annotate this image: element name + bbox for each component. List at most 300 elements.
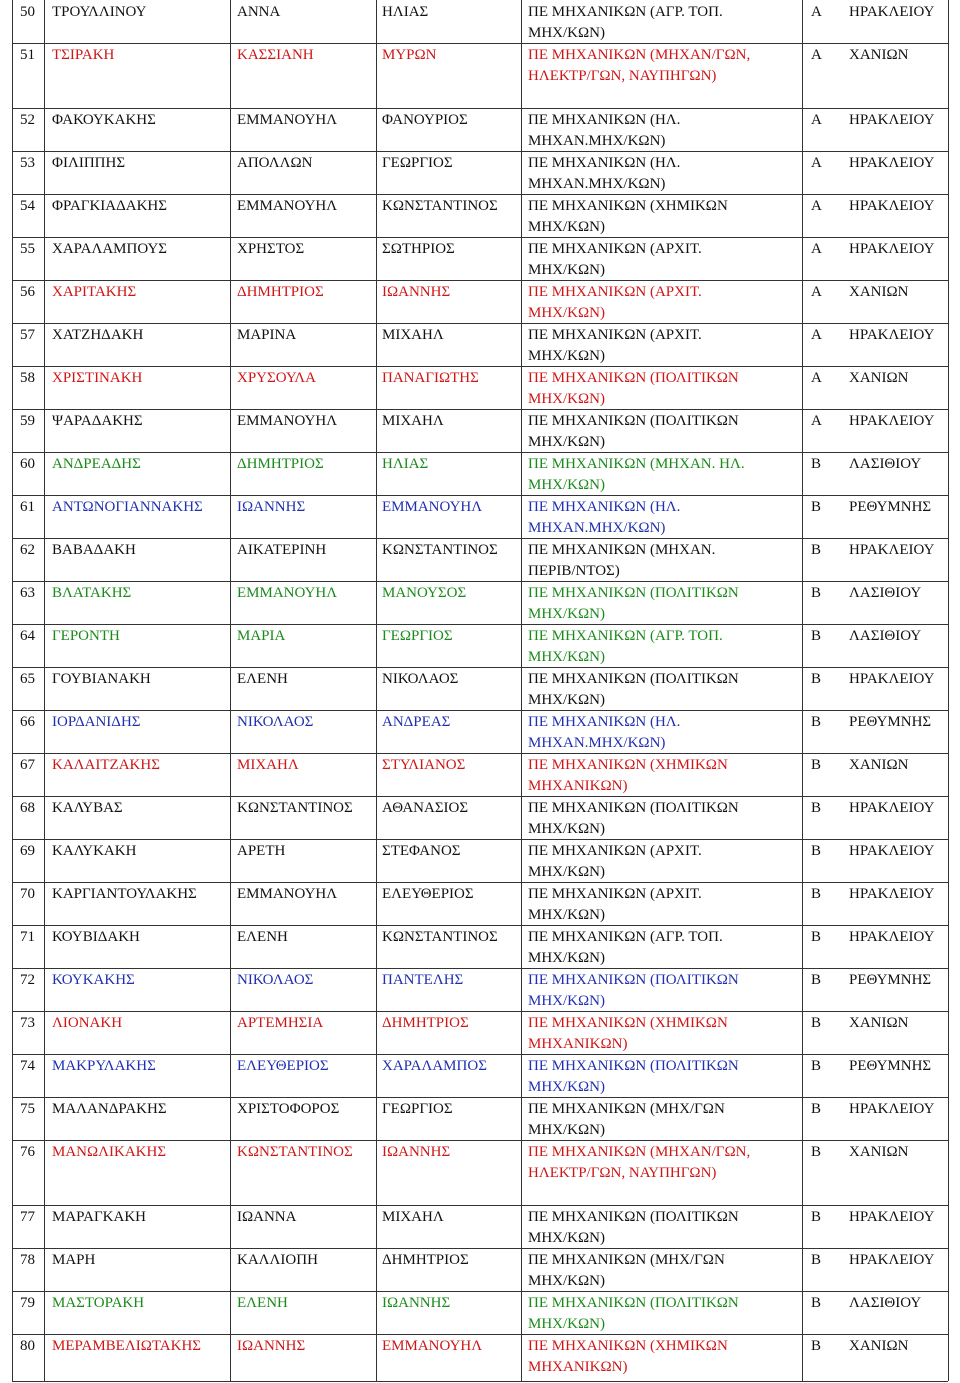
first-name-cell: ΚΩΝΣΤΑΝΤΙΝΟΣ bbox=[237, 800, 353, 816]
table-row bbox=[0, 495, 960, 538]
specialty-line-1: ΠΕ ΜΗΧΑΝΙΚΩΝ (ΗΛ. bbox=[528, 112, 681, 128]
region-cell: ΗΡΑΚΛΕΙΟΥ bbox=[849, 112, 935, 128]
row-number: 53 bbox=[20, 155, 35, 171]
row-number: 75 bbox=[20, 1101, 35, 1117]
region-cell: ΡΕΘΥΜΝΗΣ bbox=[849, 972, 932, 988]
specialty-line-1: ΠΕ ΜΗΧΑΝΙΚΩΝ (ΧΗΜΙΚΩΝ bbox=[528, 1015, 728, 1031]
specialty-line-2: ΜΗΧ/ΚΩΝ) bbox=[528, 821, 605, 837]
specialty-line-2: ΜΗΧ/ΚΩΝ) bbox=[528, 262, 605, 278]
row-number: 50 bbox=[20, 4, 35, 20]
surname-cell: ΦΙΛΙΠΠΗΣ bbox=[52, 155, 126, 171]
specialty-line-2: ΜΗΧ/ΚΩΝ) bbox=[528, 305, 605, 321]
group-cell: Β bbox=[811, 628, 822, 644]
specialty-cell bbox=[528, 1099, 725, 1141]
region-cell: ΧΑΝΙΩΝ bbox=[849, 370, 909, 386]
table-row bbox=[0, 581, 960, 624]
surname-cell: ΨΑΡΑΔΑΚΗΣ bbox=[52, 413, 143, 429]
first-name-cell: ΧΡΥΣΟΥΛΑ bbox=[237, 370, 316, 386]
father-name-cell: ΙΩΑΝΝΗΣ bbox=[382, 1144, 451, 1160]
specialty-line-2: ΜΗΧ/ΚΩΝ) bbox=[528, 1316, 605, 1332]
surname-cell: ΜΑΡΑΓΚΑΚΗ bbox=[52, 1209, 146, 1225]
first-name-cell: ΕΛΕΝΗ bbox=[237, 929, 288, 945]
first-name-cell: ΧΡΗΣΤΟΣ bbox=[237, 241, 305, 257]
group-cell: Β bbox=[811, 585, 822, 601]
surname-cell: ΚΑΛΥΒΑΣ bbox=[52, 800, 123, 816]
specialty-line-2: ΗΛΕΚΤΡ/ΓΩΝ, ΝΑΥΠΗΓΩΝ) bbox=[528, 68, 717, 84]
table-row bbox=[0, 710, 960, 753]
column-divider bbox=[44, 0, 45, 1381]
row-number: 64 bbox=[20, 628, 35, 644]
specialty-cell bbox=[528, 669, 739, 711]
first-name-cell: ΝΙΚΟΛΑΟΣ bbox=[237, 714, 314, 730]
region-cell: ΧΑΝΙΩΝ bbox=[849, 1015, 909, 1031]
father-name-cell: ΦΑΝΟΥΡΙΟΣ bbox=[382, 112, 468, 128]
group-cell: Β bbox=[811, 843, 822, 859]
table-row bbox=[0, 882, 960, 925]
region-cell: ΧΑΝΙΩΝ bbox=[849, 757, 909, 773]
region-cell: ΗΡΑΚΛΕΙΟΥ bbox=[849, 843, 935, 859]
group-cell: Α bbox=[811, 413, 822, 429]
specialty-line-1: ΠΕ ΜΗΧΑΝΙΚΩΝ (ΜΗΧΑΝ/ΓΩΝ, bbox=[528, 47, 751, 63]
column-divider bbox=[802, 0, 803, 1381]
table-row bbox=[0, 839, 960, 882]
surname-cell: ΛΙΟΝΑΚΗ bbox=[52, 1015, 123, 1031]
father-name-cell: ΓΕΩΡΓΙΟΣ bbox=[382, 628, 453, 644]
region-cell: ΡΕΘΥΜΝΗΣ bbox=[849, 499, 932, 515]
specialty-line-1: ΠΕ ΜΗΧΑΝΙΚΩΝ (ΜΗΧ/ΓΩΝ bbox=[528, 1101, 725, 1117]
group-cell: Β bbox=[811, 1209, 822, 1225]
group-cell: Β bbox=[811, 714, 822, 730]
specialty-cell bbox=[528, 540, 715, 582]
specialty-line-2: ΜΗΧ/ΚΩΝ) bbox=[528, 864, 605, 880]
specialty-cell bbox=[528, 411, 739, 453]
row-number: 59 bbox=[20, 413, 35, 429]
father-name-cell: ΠΑΝΤΕΛΗΣ bbox=[382, 972, 464, 988]
specialty-line-1: ΠΕ ΜΗΧΑΝΙΚΩΝ (ΠΟΛΙΤΙΚΩΝ bbox=[528, 1209, 739, 1225]
group-cell: Α bbox=[811, 284, 822, 300]
specialty-cell bbox=[528, 282, 702, 324]
row-number: 60 bbox=[20, 456, 35, 472]
region-cell: ΗΡΑΚΛΕΙΟΥ bbox=[849, 886, 935, 902]
father-name-cell: ΕΛΕΥΘΕΡΙΟΣ bbox=[382, 886, 474, 902]
specialty-line-2: ΜΗΧ/ΚΩΝ) bbox=[528, 1079, 605, 1095]
group-cell: Α bbox=[811, 327, 822, 343]
surname-cell: ΒΑΒΑΔΑΚΗ bbox=[52, 542, 136, 558]
group-cell: Β bbox=[811, 1338, 822, 1354]
specialty-cell bbox=[528, 626, 723, 668]
group-cell: Β bbox=[811, 1015, 822, 1031]
specialty-line-2: ΜΗΧΑΝ.ΜΗΧ/ΚΩΝ) bbox=[528, 176, 666, 192]
region-cell: ΗΡΑΚΛΕΙΟΥ bbox=[849, 1101, 935, 1117]
region-cell: ΛΑΣΙΘΙΟΥ bbox=[849, 585, 922, 601]
surname-cell: ΓΟΥΒΙΑΝΑΚΗ bbox=[52, 671, 151, 687]
surname-cell: ΧΡΙΣΤΙΝΑΚΗ bbox=[52, 370, 143, 386]
surname-cell: ΒΛΑΤΑΚΗΣ bbox=[52, 585, 132, 601]
specialty-line-1: ΠΕ ΜΗΧΑΝΙΚΩΝ (ΑΡΧΙΤ. bbox=[528, 284, 702, 300]
first-name-cell: ΑΠΟΛΛΩΝ bbox=[237, 155, 313, 171]
first-name-cell: ΕΛΕΝΗ bbox=[237, 1295, 288, 1311]
surname-cell: ΧΑΡΙΤΑΚΗΣ bbox=[52, 284, 137, 300]
specialty-line-1: ΠΕ ΜΗΧΑΝΙΚΩΝ (ΠΟΛΙΤΙΚΩΝ bbox=[528, 370, 739, 386]
table-row bbox=[0, 237, 960, 280]
table-row bbox=[0, 1334, 960, 1381]
surname-cell: ΚΟΥΒΙΔΑΚΗ bbox=[52, 929, 140, 945]
specialty-line-2: ΜΗΧ/ΚΩΝ) bbox=[528, 907, 605, 923]
surname-cell: ΦΡΑΓΚΙΑΔΑΚΗΣ bbox=[52, 198, 167, 214]
group-cell: Β bbox=[811, 1058, 822, 1074]
group-cell: Α bbox=[811, 47, 822, 63]
specialty-cell bbox=[528, 497, 680, 539]
row-number: 58 bbox=[20, 370, 35, 386]
group-cell: Α bbox=[811, 155, 822, 171]
region-cell: ΛΑΣΙΘΙΟΥ bbox=[849, 456, 922, 472]
region-cell: ΡΕΘΥΜΝΗΣ bbox=[849, 714, 932, 730]
region-cell: ΗΡΑΚΛΕΙΟΥ bbox=[849, 241, 935, 257]
first-name-cell: ΙΩΑΝΝΗΣ bbox=[237, 1338, 306, 1354]
specialty-cell bbox=[528, 368, 739, 410]
specialty-line-1: ΠΕ ΜΗΧΑΝΙΚΩΝ (ΑΡΧΙΤ. bbox=[528, 886, 702, 902]
specialty-line-2: ΜΗΧ/ΚΩΝ) bbox=[528, 25, 605, 41]
specialty-line-2: ΜΗΧ/ΚΩΝ) bbox=[528, 1122, 605, 1138]
specialty-cell bbox=[528, 325, 702, 367]
father-name-cell: ΑΘΑΝΑΣΙΟΣ bbox=[382, 800, 469, 816]
table-row bbox=[0, 0, 960, 43]
specialty-line-2: ΜΗΧ/ΚΩΝ) bbox=[528, 606, 605, 622]
specialty-cell bbox=[528, 1250, 725, 1292]
specialty-cell bbox=[528, 239, 702, 281]
row-number: 63 bbox=[20, 585, 35, 601]
row-number: 68 bbox=[20, 800, 35, 816]
first-name-cell: ΧΡΙΣΤΟΦΟΡΟΣ bbox=[237, 1101, 340, 1117]
specialty-line-1: ΠΕ ΜΗΧΑΝΙΚΩΝ (ΧΗΜΙΚΩΝ bbox=[528, 1338, 728, 1354]
specialty-line-1: ΠΕ ΜΗΧΑΝΙΚΩΝ (ΗΛ. bbox=[528, 155, 681, 171]
specialty-line-1: ΠΕ ΜΗΧΑΝΙΚΩΝ (ΜΗΧΑΝ. ΗΛ. bbox=[528, 456, 745, 472]
column-divider bbox=[521, 0, 522, 1381]
first-name-cell: ΚΩΝΣΤΑΝΤΙΝΟΣ bbox=[237, 1144, 353, 1160]
surname-cell: ΜΑΛΑΝΔΡΑΚΗΣ bbox=[52, 1101, 167, 1117]
region-cell: ΗΡΑΚΛΕΙΟΥ bbox=[849, 155, 935, 171]
father-name-cell: ΚΩΝΣΤΑΝΤΙΝΟΣ bbox=[382, 198, 498, 214]
region-cell: ΗΡΑΚΛΕΙΟΥ bbox=[849, 542, 935, 558]
first-name-cell: ΜΑΡΙΝΑ bbox=[237, 327, 297, 343]
region-cell: ΗΡΑΚΛΕΙΟΥ bbox=[849, 1209, 935, 1225]
first-name-cell: ΕΜΜΑΝΟΥΗΛ bbox=[237, 585, 338, 601]
group-cell: Β bbox=[811, 1252, 822, 1268]
group-cell: Β bbox=[811, 499, 822, 515]
surname-cell: ΜΑΚΡΥΛΑΚΗΣ bbox=[52, 1058, 156, 1074]
row-number: 78 bbox=[20, 1252, 35, 1268]
surname-cell: ΜΑΝΩΛΙΚΑΚΗΣ bbox=[52, 1144, 167, 1160]
specialty-cell bbox=[528, 1293, 739, 1335]
surname-cell: ΧΑΤΖΗΔΑΚΗ bbox=[52, 327, 144, 343]
table-row bbox=[0, 366, 960, 409]
specialty-cell bbox=[528, 153, 680, 195]
father-name-cell: ΓΕΩΡΓΙΟΣ bbox=[382, 1101, 453, 1117]
surname-cell: ΚΟΥΚΑΚΗΣ bbox=[52, 972, 135, 988]
first-name-cell: ΑΡΕΤΗ bbox=[237, 843, 286, 859]
first-name-cell: ΚΑΣΣΙΑΝΗ bbox=[237, 47, 314, 63]
surname-cell: ΚΑΛΑΙΤΖΑΚΗΣ bbox=[52, 757, 160, 773]
specialty-line-2: ΜΗΧ/ΚΩΝ) bbox=[528, 434, 605, 450]
father-name-cell: ΜΥΡΩΝ bbox=[382, 47, 437, 63]
specialty-cell bbox=[528, 841, 702, 883]
table-row bbox=[0, 796, 960, 839]
column-divider bbox=[948, 0, 949, 1381]
first-name-cell: ΜΙΧΑΗΛ bbox=[237, 757, 299, 773]
father-name-cell: ΜΙΧΑΗΛ bbox=[382, 413, 444, 429]
first-name-cell: ΑΙΚΑΤΕΡΙΝΗ bbox=[237, 542, 327, 558]
row-number: 65 bbox=[20, 671, 35, 687]
region-cell: ΗΡΑΚΛΕΙΟΥ bbox=[849, 4, 935, 20]
father-name-cell: ΜΙΧΑΗΛ bbox=[382, 1209, 444, 1225]
region-cell: ΗΡΑΚΛΕΙΟΥ bbox=[849, 671, 935, 687]
row-number: 52 bbox=[20, 112, 35, 128]
father-name-cell: ΜΙΧΑΗΛ bbox=[382, 327, 444, 343]
specialty-line-1: ΠΕ ΜΗΧΑΝΙΚΩΝ (ΠΟΛΙΤΙΚΩΝ bbox=[528, 1058, 739, 1074]
region-cell: ΗΡΑΚΛΕΙΟΥ bbox=[849, 1252, 935, 1268]
specialty-line-1: ΠΕ ΜΗΧΑΝΙΚΩΝ (ΠΟΛΙΤΙΚΩΝ bbox=[528, 972, 739, 988]
row-number: 80 bbox=[20, 1338, 35, 1354]
region-cell: ΧΑΝΙΩΝ bbox=[849, 1144, 909, 1160]
row-divider bbox=[12, 1381, 948, 1382]
group-cell: Β bbox=[811, 1101, 822, 1117]
surname-cell: ΑΝΤΩΝΟΓΙΑΝΝΑΚΗΣ bbox=[52, 499, 203, 515]
specialty-cell bbox=[528, 1142, 750, 1184]
group-cell: Β bbox=[811, 972, 822, 988]
specialty-line-1: ΠΕ ΜΗΧΑΝΙΚΩΝ (ΑΓΡ. ΤΟΠ. bbox=[528, 4, 723, 20]
specialty-line-2: ΗΛΕΚΤΡ/ΓΩΝ, ΝΑΥΠΗΓΩΝ) bbox=[528, 1165, 717, 1181]
row-number: 74 bbox=[20, 1058, 35, 1074]
specialty-line-2: ΜΗΧ/ΚΩΝ) bbox=[528, 993, 605, 1009]
row-number: 71 bbox=[20, 929, 35, 945]
father-name-cell: ΕΜΜΑΝΟΥΗΛ bbox=[382, 1338, 483, 1354]
first-name-cell: ΑΝΝΑ bbox=[237, 4, 281, 20]
group-cell: Β bbox=[811, 671, 822, 687]
table-row bbox=[0, 43, 960, 108]
region-cell: ΧΑΝΙΩΝ bbox=[849, 47, 909, 63]
specialty-line-1: ΠΕ ΜΗΧΑΝΙΚΩΝ (ΧΗΜΙΚΩΝ bbox=[528, 198, 728, 214]
region-cell: ΧΑΝΙΩΝ bbox=[849, 284, 909, 300]
specialty-cell bbox=[528, 583, 739, 625]
specialty-line-1: ΠΕ ΜΗΧΑΝΙΚΩΝ (ΗΛ. bbox=[528, 499, 681, 515]
specialty-cell bbox=[528, 755, 728, 797]
surname-cell: ΧΑΡΑΛΑΜΠΟΥΣ bbox=[52, 241, 168, 257]
surname-cell: ΤΡΟΥΛΛΙΝΟΥ bbox=[52, 4, 147, 20]
specialty-line-2: ΜΗΧ/ΚΩΝ) bbox=[528, 391, 605, 407]
region-cell: ΛΑΣΙΘΙΟΥ bbox=[849, 628, 922, 644]
specialty-line-2: ΜΗΧ/ΚΩΝ) bbox=[528, 477, 605, 493]
group-cell: Β bbox=[811, 542, 822, 558]
group-cell: Α bbox=[811, 4, 822, 20]
specialty-cell bbox=[528, 1336, 728, 1378]
surname-cell: ΙΟΡΔΑΝΙΔΗΣ bbox=[52, 714, 141, 730]
region-cell: ΗΡΑΚΛΕΙΟΥ bbox=[849, 413, 935, 429]
specialty-line-1: ΠΕ ΜΗΧΑΝΙΚΩΝ (ΧΗΜΙΚΩΝ bbox=[528, 757, 728, 773]
specialty-line-2: ΜΗΧ/ΚΩΝ) bbox=[528, 950, 605, 966]
specialty-cell bbox=[528, 110, 680, 152]
specialty-cell bbox=[528, 927, 723, 969]
row-number: 62 bbox=[20, 542, 35, 558]
column-divider bbox=[230, 0, 231, 1381]
specialty-line-1: ΠΕ ΜΗΧΑΝΙΚΩΝ (ΑΡΧΙΤ. bbox=[528, 843, 702, 859]
specialty-line-1: ΠΕ ΜΗΧΑΝΙΚΩΝ (ΜΗΧΑΝ. bbox=[528, 542, 716, 558]
father-name-cell: ΣΩΤΗΡΙΟΣ bbox=[382, 241, 455, 257]
row-number: 77 bbox=[20, 1209, 35, 1225]
specialty-line-1: ΠΕ ΜΗΧΑΝΙΚΩΝ (ΗΛ. bbox=[528, 714, 681, 730]
region-cell: ΗΡΑΚΛΕΙΟΥ bbox=[849, 327, 935, 343]
row-number: 72 bbox=[20, 972, 35, 988]
surname-cell: ΚΑΡΓΙΑΝΤΟΥΛΑΚΗΣ bbox=[52, 886, 197, 902]
first-name-cell: ΙΩΑΝΝΑ bbox=[237, 1209, 297, 1225]
surname-cell: ΜΑΣΤΟΡΑΚΗ bbox=[52, 1295, 145, 1311]
table-row bbox=[0, 667, 960, 710]
row-number: 73 bbox=[20, 1015, 35, 1031]
region-cell: ΧΑΝΙΩΝ bbox=[849, 1338, 909, 1354]
group-cell: Β bbox=[811, 1295, 822, 1311]
group-cell: Α bbox=[811, 370, 822, 386]
specialty-cell bbox=[528, 45, 750, 87]
specialty-line-2: ΜΗΧ/ΚΩΝ) bbox=[528, 692, 605, 708]
table-row bbox=[0, 194, 960, 237]
row-number: 69 bbox=[20, 843, 35, 859]
row-number: 54 bbox=[20, 198, 35, 214]
specialty-cell bbox=[528, 712, 680, 754]
table-row bbox=[0, 323, 960, 366]
specialty-line-2: ΜΗΧ/ΚΩΝ) bbox=[528, 649, 605, 665]
surname-cell: ΑΝΔΡΕΑΔΗΣ bbox=[52, 456, 141, 472]
specialty-line-2: ΜΗΧΑΝ.ΜΗΧ/ΚΩΝ) bbox=[528, 133, 666, 149]
father-name-cell: ΣΤΥΛΙΑΝΟΣ bbox=[382, 757, 466, 773]
surname-cell: ΓΕΡΟΝΤΗ bbox=[52, 628, 120, 644]
group-cell: Β bbox=[811, 1144, 822, 1160]
row-number: 79 bbox=[20, 1295, 35, 1311]
row-number: 61 bbox=[20, 499, 35, 515]
specialty-line-1: ΠΕ ΜΗΧΑΝΙΚΩΝ (ΠΟΛΙΤΙΚΩΝ bbox=[528, 671, 739, 687]
specialty-line-2: ΜΗΧΑΝΙΚΩΝ) bbox=[528, 778, 628, 794]
specialty-line-1: ΠΕ ΜΗΧΑΝΙΚΩΝ (ΑΡΧΙΤ. bbox=[528, 241, 702, 257]
row-number: 76 bbox=[20, 1144, 35, 1160]
group-cell: Α bbox=[811, 112, 822, 128]
table-row bbox=[0, 280, 960, 323]
specialty-line-1: ΠΕ ΜΗΧΑΝΙΚΩΝ (ΑΓΡ. ΤΟΠ. bbox=[528, 929, 723, 945]
first-name-cell: ΙΩΑΝΝΗΣ bbox=[237, 499, 306, 515]
table-row bbox=[0, 925, 960, 968]
specialty-cell bbox=[528, 970, 739, 1012]
specialty-line-2: ΜΗΧ/ΚΩΝ) bbox=[528, 219, 605, 235]
group-cell: Β bbox=[811, 456, 822, 472]
father-name-cell: ΑΝΔΡΕΑΣ bbox=[382, 714, 451, 730]
region-cell: ΡΕΘΥΜΝΗΣ bbox=[849, 1058, 932, 1074]
table-row bbox=[0, 538, 960, 581]
specialty-line-2: ΜΗΧ/ΚΩΝ) bbox=[528, 348, 605, 364]
father-name-cell: ΙΩΑΝΝΗΣ bbox=[382, 1295, 451, 1311]
specialty-cell bbox=[528, 1013, 728, 1055]
father-name-cell: ΕΜΜΑΝΟΥΗΛ bbox=[382, 499, 483, 515]
group-cell: Β bbox=[811, 757, 822, 773]
row-number: 66 bbox=[20, 714, 35, 730]
first-name-cell: ΝΙΚΟΛΑΟΣ bbox=[237, 972, 314, 988]
specialty-line-1: ΠΕ ΜΗΧΑΝΙΚΩΝ (ΜΗΧΑΝ/ΓΩΝ, bbox=[528, 1144, 751, 1160]
table-row bbox=[0, 1097, 960, 1140]
father-name-cell: ΚΩΝΣΤΑΝΤΙΝΟΣ bbox=[382, 542, 498, 558]
father-name-cell: ΗΛΙΑΣ bbox=[382, 4, 429, 20]
row-number: 67 bbox=[20, 757, 35, 773]
first-name-cell: ΕΜΜΑΝΟΥΗΛ bbox=[237, 198, 338, 214]
table-row bbox=[0, 1291, 960, 1334]
table-row bbox=[0, 1140, 960, 1205]
table-row bbox=[0, 151, 960, 194]
specialty-line-2: ΜΗΧΑΝ.ΜΗΧ/ΚΩΝ) bbox=[528, 735, 666, 751]
specialty-line-1: ΠΕ ΜΗΧΑΝΙΚΩΝ (ΑΓΡ. ΤΟΠ. bbox=[528, 628, 723, 644]
father-name-cell: ΔΗΜΗΤΡΙΟΣ bbox=[382, 1252, 469, 1268]
surname-cell: ΤΣΙΡΑΚΗ bbox=[52, 47, 115, 63]
group-cell: Α bbox=[811, 198, 822, 214]
first-name-cell: ΕΜΜΑΝΟΥΗΛ bbox=[237, 886, 338, 902]
row-number: 55 bbox=[20, 241, 35, 257]
table-row bbox=[0, 452, 960, 495]
first-name-cell: ΕΛΕΝΗ bbox=[237, 671, 288, 687]
specialty-line-1: ΠΕ ΜΗΧΑΝΙΚΩΝ (ΠΟΛΙΤΙΚΩΝ bbox=[528, 1295, 739, 1311]
group-cell: Β bbox=[811, 929, 822, 945]
surname-cell: ΜΑΡΗ bbox=[52, 1252, 96, 1268]
specialty-line-2: ΜΗΧΑΝΙΚΩΝ) bbox=[528, 1036, 628, 1052]
table-row bbox=[0, 409, 960, 452]
group-cell: Α bbox=[811, 241, 822, 257]
table-row bbox=[0, 968, 960, 1011]
specialty-cell bbox=[528, 454, 745, 496]
table-row bbox=[0, 624, 960, 667]
table-row bbox=[0, 108, 960, 151]
first-name-cell: ΔΗΜΗΤΡΙΟΣ bbox=[237, 284, 324, 300]
specialty-line-2: ΠΕΡΙΒ/ΝΤΟΣ) bbox=[528, 563, 620, 579]
row-number: 56 bbox=[20, 284, 35, 300]
surname-cell: ΜΕΡΑΜΒΕΛΙΩΤΑΚΗΣ bbox=[52, 1338, 202, 1354]
specialty-line-1: ΠΕ ΜΗΧΑΝΙΚΩΝ (ΑΡΧΙΤ. bbox=[528, 327, 702, 343]
table-row bbox=[0, 1054, 960, 1097]
specialty-line-1: ΠΕ ΜΗΧΑΝΙΚΩΝ (ΠΟΛΙΤΙΚΩΝ bbox=[528, 585, 739, 601]
region-cell: ΗΡΑΚΛΕΙΟΥ bbox=[849, 929, 935, 945]
row-number: 70 bbox=[20, 886, 35, 902]
first-name-cell: ΔΗΜΗΤΡΙΟΣ bbox=[237, 456, 324, 472]
specialty-cell bbox=[528, 2, 723, 44]
region-cell: ΛΑΣΙΘΙΟΥ bbox=[849, 1295, 922, 1311]
table-row bbox=[0, 1011, 960, 1054]
group-cell: Β bbox=[811, 886, 822, 902]
table-row bbox=[0, 753, 960, 796]
row-number: 51 bbox=[20, 47, 35, 63]
region-cell: ΗΡΑΚΛΕΙΟΥ bbox=[849, 800, 935, 816]
first-name-cell: ΕΜΜΑΝΟΥΗΛ bbox=[237, 413, 338, 429]
father-name-cell: ΓΕΩΡΓΙΟΣ bbox=[382, 155, 453, 171]
specialty-cell bbox=[528, 798, 739, 840]
surname-cell: ΚΑΛΥΚΑΚΗ bbox=[52, 843, 137, 859]
first-name-cell: ΜΑΡΙΑ bbox=[237, 628, 286, 644]
first-name-cell: ΕΛΕΥΘΕΡΙΟΣ bbox=[237, 1058, 329, 1074]
father-name-cell: ΣΤΕΦΑΝΟΣ bbox=[382, 843, 461, 859]
table-row bbox=[0, 1205, 960, 1248]
specialty-line-1: ΠΕ ΜΗΧΑΝΙΚΩΝ (ΠΟΛΙΤΙΚΩΝ bbox=[528, 413, 739, 429]
father-name-cell: ΜΑΝΟΥΣΟΣ bbox=[382, 585, 467, 601]
specialty-cell bbox=[528, 1056, 739, 1098]
father-name-cell: ΧΑΡΑΛΑΜΠΟΣ bbox=[382, 1058, 487, 1074]
row-number: 57 bbox=[20, 327, 35, 343]
specialty-line-1: ΠΕ ΜΗΧΑΝΙΚΩΝ (ΠΟΛΙΤΙΚΩΝ bbox=[528, 800, 739, 816]
father-name-cell: ΚΩΝΣΤΑΝΤΙΝΟΣ bbox=[382, 929, 498, 945]
father-name-cell: ΔΗΜΗΤΡΙΟΣ bbox=[382, 1015, 469, 1031]
column-divider bbox=[12, 0, 13, 1381]
first-name-cell: ΕΜΜΑΝΟΥΗΛ bbox=[237, 112, 338, 128]
specialty-cell bbox=[528, 884, 702, 926]
